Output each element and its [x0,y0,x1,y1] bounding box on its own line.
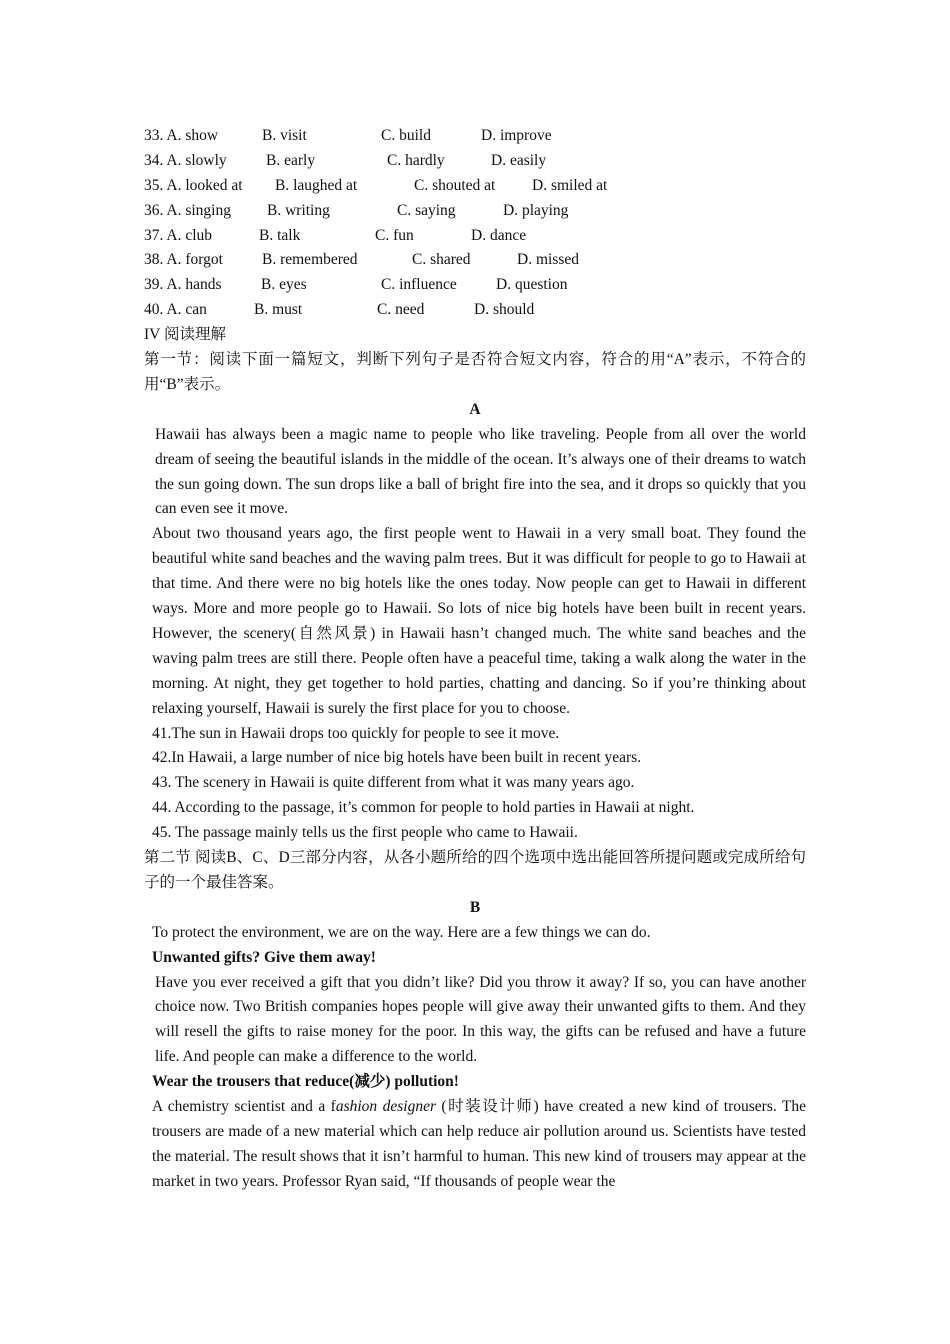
question-row [144,149,806,174]
option-d: D. question [496,276,568,294]
option-c: C. shouted at [414,176,496,194]
option-d: D. playing [503,201,569,219]
option-b: B. laughed at [275,176,358,194]
option-c: C. influence [381,276,457,294]
statement: 43. The scenery in Hawaii is quite different from what it was many years ago. [152,774,635,792]
option-b: B. must [254,301,303,319]
statement: 45. The passage mainly tells us the first people who came to Hawaii. [152,824,578,842]
option-b: B. writing [267,201,330,219]
paragraph-text: (时装设计师) have created a new kind of trousers. The trousers are made of a new material which can help reduce air pollution around us. Scientists have tested the material. The result shows that it isn’t harmful to human. This new kind of trousers may appear at the market in two years. Professor Ryan said, “If thousands of people wear the [152,1098,806,1190]
part1-instruction: 第一节：阅读下面一篇短文，判断下列句子是否符合短文内容，符合的用“A”表示，不符合的用“B”表示。 [144,351,806,393]
statement: 44. According to the passage, it’s common for people to hold parties in Hawaii at night. [152,799,695,817]
option-c: C. fun [375,226,414,244]
option-b: B. remembered [262,251,358,269]
option-d: D. missed [517,251,579,269]
passage-a-paragraph: Hawaii has always been a magic name to people who like traveling. People from all over the world dream of seeing the beautiful islands in the middle of the ocean. It’s always one of their dreams to watch the sun going down. The sun drops like a ball of bright fire into the sea, and it drops so quickly that you can even see it move. [155,425,806,518]
passage-b-subheading: Wear the trousers that reduce(减少) pollution! [152,1073,459,1091]
question-row [144,224,806,249]
question-row [144,199,806,224]
option-c: C. need [377,301,425,319]
option-c: C. hardly [387,151,445,169]
paragraph-text: A chemistry scientist and a f [152,1098,336,1116]
cloze-options [144,124,806,323]
option-a: 37. A. club [144,226,213,244]
option-a: 34. A. slowly [144,151,227,169]
option-a: 39. A. hands [144,276,222,294]
statement: 42.In Hawaii, a large number of nice big hotels have been built in recent years. [152,749,642,767]
paragraph-italic: ashion designer [335,1098,436,1116]
option-a: 33. A. show [144,127,219,144]
passage-a-heading: A [469,400,481,418]
option-a: 38. A. forgot [144,251,223,269]
statement: 41.The sun in Hawaii drops too quickly for people to see it move. [152,724,560,742]
option-a: 40. A. can [144,301,207,319]
passage-a-paragraph: About two thousand years ago, the first people went to Hawaii in a very small boat. They found the beautiful white sand beaches and the waving palm trees. But it was difficult for people to go to Hawaii at that time. And there were no big hotels like the ones today. Now people can get to Hawaii in different ways. More and more people go to Hawaii. So lots of nice big hotels have been built in recent years. However, the scenery(自然风景) in Hawaii hasn’t changed much. The white sand beaches and the waving palm trees are still there. People often have a peaceful time, taking a walk along the water in the morning. At night, they get together to hold parties, chatting and dancing. So if you’re thinking about relaxing yourself, Hawaii is surely the first place for you to choose. [152,525,806,717]
option-d: D. dance [471,226,527,244]
option-d: D. smiled at [532,176,608,194]
option-a: 35. A. looked at [144,176,243,194]
question-row [144,174,806,199]
option-d: D. easily [491,151,547,169]
option-b: B. talk [259,226,301,244]
option-c: C. shared [412,251,471,269]
option-b: B. eyes [261,276,307,294]
option-d: D. improve [481,127,552,144]
passage-b-intro: To protect the environment, we are on the way. Here are a few things we can do. [152,923,651,941]
option-a: 36. A. singing [144,201,231,219]
option-c: C. saying [397,201,456,219]
passage-b-paragraph [144,1095,806,1195]
question-row [144,298,806,323]
question-row [144,273,806,298]
passage-b-paragraph: Have you ever received a gift that you didn’t like? Did you throw it away? If so, you can have another choice now. Two British companies hopes people will give away their unwanted gifts to them. And they will resell the gifts to raise money for the poor. In this way, the gifts can be refused and have a future life. And people can make a difference to the world. [155,973,806,1066]
option-b: B. early [266,151,316,169]
section-title: IV 阅读理解 [144,326,226,344]
option-b: B. visit [262,127,307,144]
question-row [144,124,806,149]
exam-content [144,124,806,1195]
part2-instruction: 第二节 阅读B、C、D三部分内容，从各小题所给的四个选项中选出能回答所提问题或完成所给句子的一个最佳答案。 [144,849,806,891]
option-c: C. build [381,127,431,144]
option-d: D. should [474,301,535,319]
question-row [144,248,806,273]
passage-b-heading: B [469,898,481,916]
passage-b-subheading: Unwanted gifts? Give them away! [152,948,376,966]
